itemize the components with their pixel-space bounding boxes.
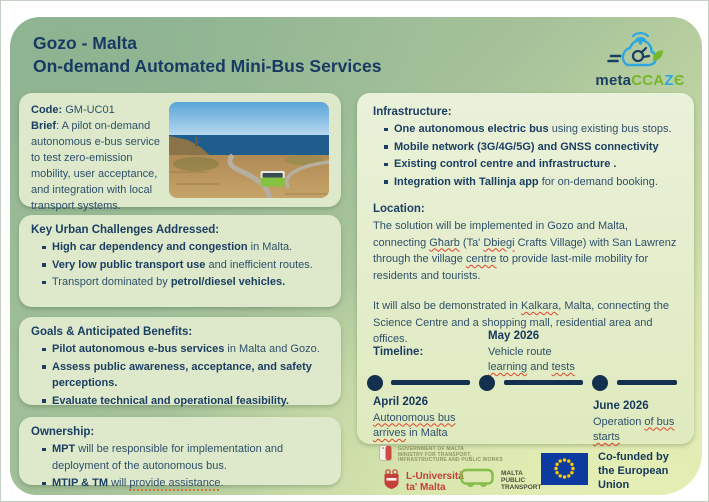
milestone-june: June 2026 Operation of bus starts (593, 400, 675, 443)
bus-landscape-photo (169, 102, 329, 198)
malta-emblem-icon (379, 445, 392, 466)
milestone-may: May 2026 Vehicle route learning and tests (488, 330, 575, 373)
gov-malta-logo (379, 445, 503, 466)
goals-heading: Goals & Anticipated Benefits: (31, 326, 193, 338)
location-paragraph-2: It will also be demonstrated in Kalkara, Malta, connecting the Science Centre and a shopping mall, residential area and offices. (373, 300, 669, 345)
ownership-card (19, 417, 341, 489)
goals-list (31, 341, 329, 409)
timeline-segment (504, 380, 583, 385)
eu-cofunded-text: Co-funded by the European Union (598, 451, 669, 491)
code-label: Code: (31, 104, 63, 116)
bus-outline-icon (459, 467, 495, 494)
infrastructure-item: Integration with Tallinja app for on-demand booking. (383, 174, 678, 191)
challenge-item: Transport dominated by petrol/diesel vehicles. (41, 274, 329, 291)
university-of-malta-logo (383, 469, 464, 495)
ownership-list (31, 441, 329, 492)
overview-text (31, 102, 161, 212)
malta-public-transport-logo (459, 467, 541, 494)
ownership-item: MTIP & TM will provide assistance. (41, 475, 329, 492)
challenge-item: High car dependency and congestion in Malta. (41, 239, 329, 256)
university-crest-icon (383, 469, 400, 495)
gov-malta-text: GOVERNMENT OF MALTA MINISTRY FOR TRANSPORT, INFRASTRUCTURE AND PUBLIC WORKS (398, 446, 503, 464)
info-card (357, 93, 694, 444)
timeline-segment (617, 380, 677, 385)
eu-flag-icon (541, 453, 588, 490)
brief-label: Brief (31, 120, 57, 132)
goals-card (19, 317, 341, 405)
poster-background (10, 17, 702, 495)
challenge-item: Very low public transport use and inefficient routes. (41, 257, 329, 274)
brief-text: : A pilot on-demand autonomous e-bus service to test zero-emission mobility, user acceptance, and integration with local transport systems. (31, 120, 161, 212)
ownership-heading: Ownership: (31, 426, 95, 438)
eu-cofunded-logo (541, 450, 702, 492)
challenges-list (31, 239, 329, 291)
overview-card (19, 93, 341, 212)
challenges-card (19, 215, 341, 307)
metaccaze-wordmark: metaCCAZЄ (595, 72, 685, 89)
timeline (357, 331, 694, 444)
timeline-label: Timeline: (373, 346, 424, 358)
infrastructure-item: Existing control centre and infrastructure . (383, 156, 678, 173)
challenges-heading: Key Urban Challenges Addressed: (31, 224, 220, 236)
title-line-1: Gozo - Malta (33, 33, 138, 53)
university-text: L-Università ta' Malta (406, 471, 464, 493)
timeline-dot (367, 375, 383, 391)
timeline-segment (391, 380, 470, 385)
infrastructure-item: Mobile network (3G/4G/5G) and GNSS connectivity (383, 139, 678, 156)
infrastructure-item: One autonomous electric bus using existing bus stops. (383, 121, 678, 138)
location-paragraph-1: The solution will be implemented in Gozo and Malta, connecting Għarb (Ta' Dbiegi Crafts Village) with San Lawrenz through the village centre to provide last-mile mobility for residents and tourists. (373, 220, 677, 282)
title-line-2: On-demand Automated Mini-Bus Services (33, 56, 382, 76)
infrastructure-list (373, 121, 678, 190)
timeline-dot (592, 375, 608, 391)
goal-item: Pilot autonomous e-bus services in Malta and Gozo. (41, 341, 329, 358)
goal-item: Evaluate technical and operational feasibility. (41, 393, 329, 410)
code-value: GM-UC01 (62, 104, 115, 116)
malta-public-transport-text: MALTA PUBLIC TRANSPORT (501, 470, 542, 491)
infrastructure-heading: Infrastructure: (373, 106, 452, 118)
goal-item: Assess public awareness, acceptance, and safety perceptions. (41, 359, 329, 392)
location-heading: Location: (373, 203, 425, 215)
page-title (33, 32, 381, 78)
ownership-item: MPT will be responsible for implementation and deployment of the autonomous bus. (41, 441, 329, 474)
milestone-april: April 2026 Autonomous bus arrives in Malta (373, 396, 456, 439)
timeline-dot (479, 375, 495, 391)
metaccaze-logo (576, 27, 704, 89)
